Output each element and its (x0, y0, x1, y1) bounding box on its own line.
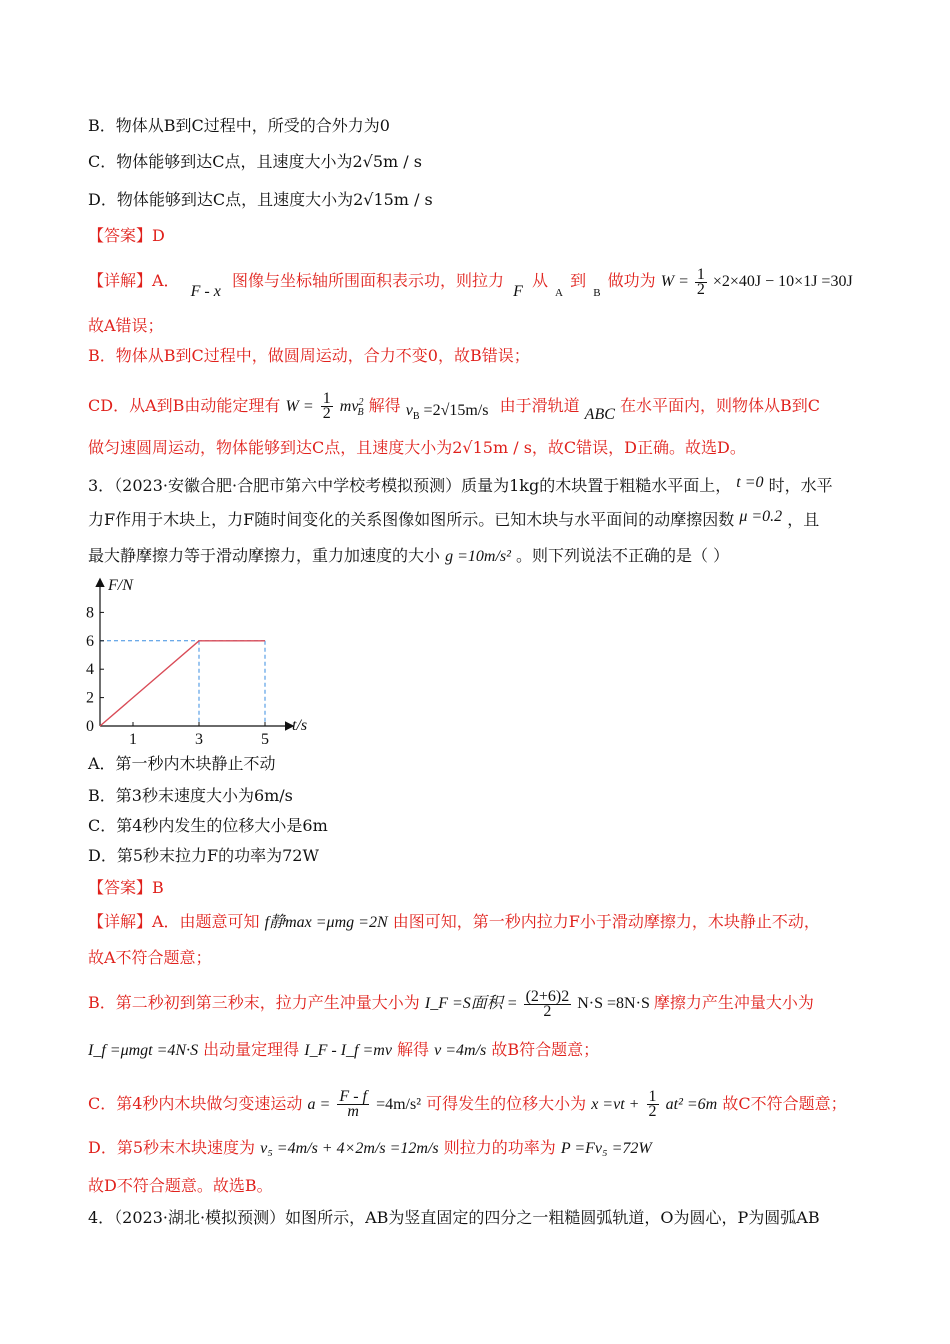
q3-gravity: g =10m/s² (445, 548, 511, 565)
q2-explain-label: 【详解】A． (88, 271, 180, 291)
q3-explain-a-2: 故A不符合题意； (88, 948, 212, 967)
q2-work-rhs: ×2×40J − 10×1J =30J (712, 273, 853, 291)
q3-accel-lhs: a = (307, 1096, 331, 1113)
q2-explain-cd-2: 做匀速圆周运动，物体能够到达C点，且速度大小为2√15m / s，故C错误，D正确。故选D。 (88, 438, 746, 457)
q2-explain-cd (88, 392, 820, 423)
q3-stem-3 (88, 546, 729, 567)
q3-explain-c (88, 1090, 847, 1119)
q3-option-a: A．第一秒内木块静止不动 (88, 754, 276, 773)
chart-marks (86, 604, 269, 746)
q3-option-c: C．第4秒内发生的位移大小是6m (88, 816, 328, 835)
q3-stem-2a: 力F作用于木块上，力F随时间变化的关系图像如图所示。已知木块与水平面间的动摩擦因数 (88, 510, 735, 529)
y-tick-label-2: 2 (86, 689, 94, 707)
q2-work-text: 做功为 (607, 271, 656, 291)
q3-stem-2 (88, 510, 819, 531)
q2-explain-a-end: 故A错误； (88, 316, 164, 335)
q3-v5-formula: v₅ =4m/s + 4×2m/s =12m/s (260, 1140, 439, 1157)
q2-area-text: 图像与坐标轴所围面积表示功，则拉力 (231, 271, 504, 291)
q3-power-formula: P =Fv₅ =72W (560, 1140, 652, 1157)
q3-displacement-text: 可得发生的位移大小为 (426, 1094, 587, 1113)
q3-power-text: 则拉力的功率为 (443, 1138, 556, 1157)
q2-track-abc: ABC (584, 406, 615, 423)
q2-force-symbol: F (513, 283, 523, 301)
q2-half-fraction: $\frac{1}{2}$ (696, 266, 705, 298)
x-axis-label: t/s (292, 717, 308, 734)
q3-accel-value: =4m/s² (376, 1096, 421, 1113)
q3-stem-1 (88, 476, 833, 497)
q2-solve-text: 解得 (368, 396, 401, 415)
q3-exp-b-text: 摩擦力产生冲量大小为 (653, 993, 814, 1013)
q2-track-text: 由于滑轨道 (499, 396, 580, 415)
q3-stem-1b: 时，水平 (768, 476, 833, 495)
x-tick-label-3: 3 (195, 731, 203, 746)
q3-exp-b-intro: B．第二秒初到第三秒末，拉力产生冲量大小为 (88, 993, 420, 1013)
q2-energy-mv2: $mv^2_B$ (339, 397, 364, 418)
q2-horizontal-text: 在水平面内，则物体从B到C (619, 396, 820, 415)
q3-friction-impulse: I_f =μmgt =4N·S (88, 1042, 199, 1059)
q2-point-a: A (555, 287, 563, 300)
q3-exp-a-text: 由图可知，第一秒内拉力F小于滑动摩擦力，木块静止不动， (392, 912, 820, 931)
q3-displacement-fraction: $\frac{1}{2}$ (648, 1088, 657, 1120)
y-tick-label-0: 0 (86, 718, 94, 735)
q3-stem-2b: ，且 (787, 510, 820, 529)
q3-friction-formula: f静max =μmg =2N (264, 914, 388, 931)
q3-velocity: v =4m/s (434, 1042, 487, 1059)
y-axis-label: F/N (108, 577, 133, 594)
q2-energy-fraction: $\frac{1}{2}$ (322, 390, 331, 422)
q2-cd-intro: CD．从A到B由动能定理有 (88, 396, 281, 415)
force-time-chart (80, 574, 340, 746)
series-line-F (100, 641, 265, 726)
q3-mu: μ =0.2 (739, 508, 783, 525)
q3-c-conclusion: 故C不符合题意； (722, 1094, 847, 1113)
q3-momentum-formula: I_F - I_f =mv (304, 1042, 392, 1059)
q2-option-c: C．物体能够到达C点，且速度大小为2√5m / s (88, 152, 422, 171)
q2-explain-a (88, 266, 853, 301)
q3-stem-1a: 3．（2023·安徽合肥·合肥市第六中学校考模拟预测）质量为1kg的木块置于粗糙水平面上， (88, 476, 732, 495)
y-tick-label-4: 4 (86, 661, 94, 679)
q3-solve-text: 解得 (397, 1040, 430, 1059)
q2-energy-lhs: W = (285, 398, 314, 415)
x-tick-label-5: 5 (261, 731, 269, 746)
y-tick-label-8: 8 (86, 604, 94, 622)
q3-displacement-lhs: x =vt + (591, 1096, 640, 1113)
q3-exp-d-intro: D．第5秒末木块速度为 (88, 1138, 256, 1157)
q3-option-d: D．第5秒末拉力F的功率为72W (88, 846, 319, 865)
q2-work-formula (660, 266, 853, 298)
q2-vb-formula: $v_B =2√15m/s$ (405, 402, 489, 422)
q3-stem-3b: 。则下列说法不正确的是（ ） (516, 546, 730, 565)
q3-explain-b-2 (88, 1040, 599, 1061)
q2-option-d: D．物体能够到达C点，且速度大小为2√15m / s (88, 190, 433, 209)
q3-answer: 【答案】B (88, 878, 164, 897)
q3-impulse-formula: I_F =S面积 = $\frac{(2+6)2}{2}$ N·S =8N·S (424, 988, 650, 1020)
q3-explain-b (88, 990, 814, 1019)
q3-b-conclusion: 故B符合题意； (491, 1040, 600, 1059)
q2-work-lhs: W = (660, 273, 689, 291)
q3-explain-d-2: 故D不符合题意。故选B。 (88, 1176, 273, 1195)
y-tick-label-6: 6 (86, 632, 94, 650)
q2-from-text: 从 (531, 271, 548, 291)
q3-explain-d (88, 1138, 652, 1159)
q4-stem-1: 4．（2023·湖北·模拟预测）如图所示，AB为竖直固定的四分之一粗糙圆弧轨道，O为圆心，P为圆弧AB (88, 1208, 820, 1227)
q2-to-text: 到 (570, 271, 587, 291)
q2-explain-b: B．物体从B到C过程中，做圆周运动，合力不变0，故B错误； (88, 346, 530, 365)
q3-stem-3a: 最大静摩擦力等于滑动摩擦力，重力加速度的大小 (88, 546, 441, 565)
x-tick-label-1: 1 (129, 731, 137, 746)
q3-t-zero: t =0 (736, 474, 764, 491)
q3-exp-a-intro: 【详解】A．由题意可知 (88, 912, 260, 931)
q3-exp-c-intro: C．第4秒内木块做匀变速运动 (88, 1094, 303, 1113)
q3-option-b: B．第3秒末速度大小为6m/s (88, 786, 293, 805)
q2-answer: 【答案】D (88, 226, 165, 245)
q2-option-b: B．物体从B到C过程中，所受的合外力为0 (88, 116, 390, 135)
q3-explain-a (88, 912, 820, 933)
q2-point-b: B (593, 287, 601, 300)
q3-displacement-rhs: at² =6m (665, 1096, 718, 1113)
q2-fx-label: F - x (190, 283, 221, 301)
q3-accel-fraction: $\frac{F - f}{m}$ (339, 1088, 367, 1120)
q3-momentum-text: 出动量定理得 (203, 1040, 300, 1059)
